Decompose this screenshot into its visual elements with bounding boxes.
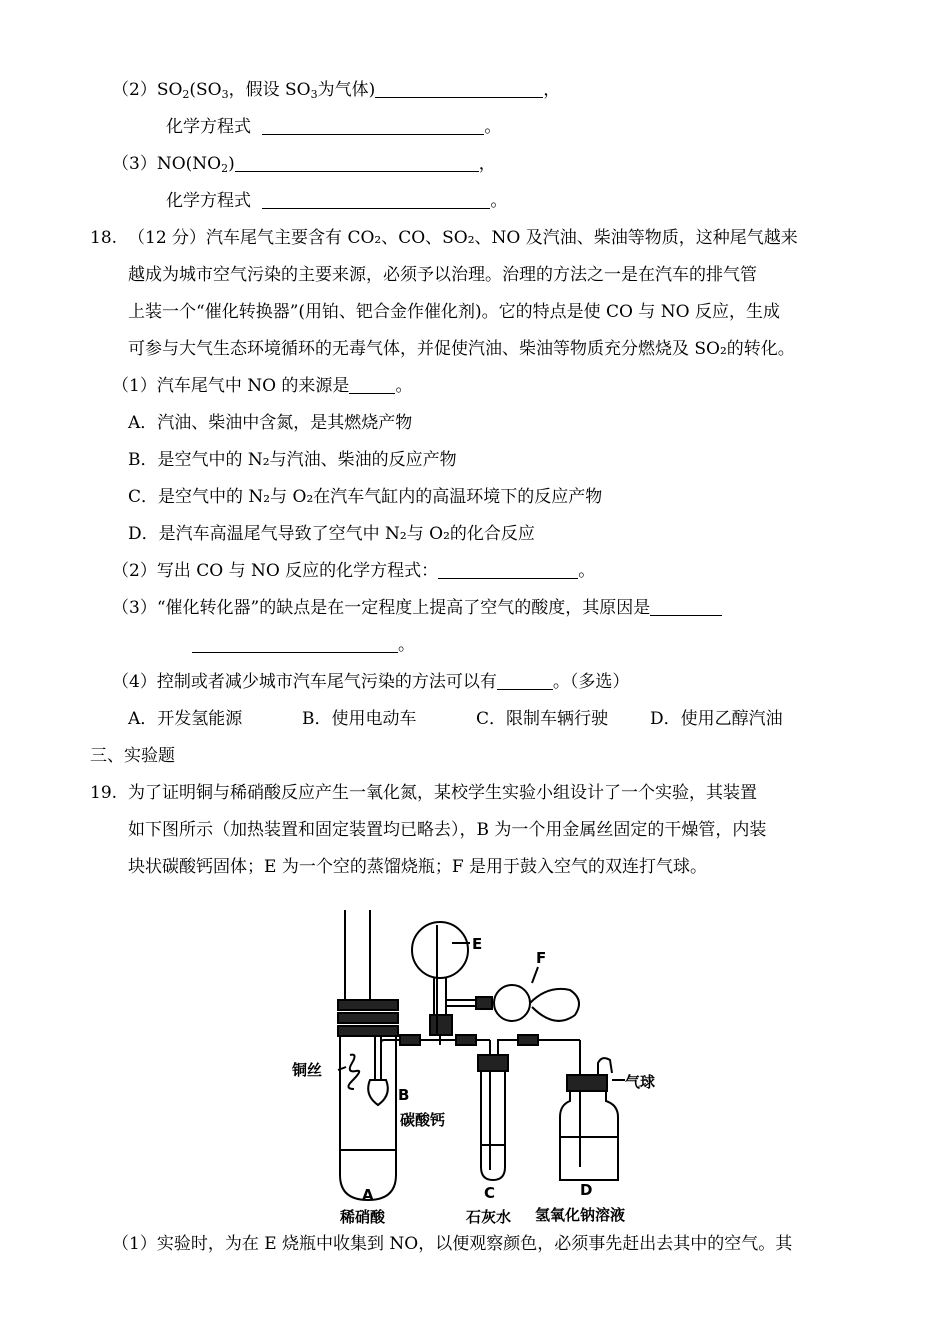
f-joint — [476, 997, 492, 1009]
label-b: B — [398, 1086, 410, 1104]
label-a-name: 稀硝酸 — [340, 1208, 386, 1226]
section-heading: 三、实验题 — [90, 746, 175, 766]
q18-q4-option-b[interactable]: B．使用电动车 — [302, 709, 417, 729]
text: 为气体) — [317, 80, 376, 100]
label-a: A — [362, 1186, 374, 1204]
text: （2）写出 CO 与 NO 反应的化学方程式： — [112, 561, 439, 581]
q17-part2-equation — [166, 115, 501, 139]
q18-line3: 上装一个“催化转换器”(用铂、钯合金作催化剂)。它的特点是使 CO 与 NO 反应，生成 — [128, 302, 781, 322]
stopper-a-bottom — [338, 1026, 398, 1036]
text: （2）SO — [112, 80, 183, 100]
q18-option-b[interactable]: B．是空气中的 N₂与汽油、柴油的反应产物 — [128, 450, 457, 470]
label-d: D — [580, 1181, 593, 1199]
q19-line3: 块状碳酸钙固体；E 为一个空的蒸馏烧瓶；F 是用于鼓入空气的双连打气球。 — [128, 857, 708, 877]
answer-blank[interactable] — [192, 634, 398, 653]
text: ，假设 SO — [228, 80, 311, 100]
q18-q4-option-d[interactable]: D．使用乙醇汽油 — [650, 709, 783, 729]
text: （1）汽车尾气中 NO 的来源是 — [112, 376, 350, 396]
text: 。 — [395, 376, 413, 396]
text: （3）“催化转化器”的缺点是在一定程度上提高了空气的酸度，其原因是 — [112, 598, 651, 618]
text: 。 — [578, 561, 596, 581]
q19-line2: 如下图所示（加热装置和固定装置均已略去），B 为一个用金属丝固定的干燥管，内装 — [128, 820, 767, 840]
label-e: E — [472, 935, 483, 953]
text: 。 — [398, 635, 415, 655]
label-balloon: 气球 — [625, 1073, 656, 1091]
text: 化学方程式 — [166, 191, 251, 211]
answer-blank[interactable] — [438, 560, 578, 579]
bottle-d — [560, 1091, 618, 1180]
apparatus-diagram — [280, 905, 680, 1230]
text: 。 — [490, 191, 508, 211]
bulb-f — [494, 985, 530, 1021]
q18-option-a[interactable]: A．汽油、柴油中含氮，是其燃烧产物 — [128, 413, 413, 433]
subscript: 2 — [221, 162, 229, 175]
tube-joint-3 — [518, 1035, 538, 1045]
test-tube-a — [340, 1036, 396, 1200]
text: 化学方程式 — [166, 117, 251, 137]
tube-joint-1 — [400, 1035, 420, 1045]
subscript: 3 — [310, 88, 318, 101]
q18-option-d[interactable]: D．是汽车高温尾气导致了空气中 N₂与 O₂的化合反应 — [128, 524, 535, 544]
q18-question3 — [112, 596, 722, 620]
text: ， — [543, 80, 561, 100]
answer-blank[interactable] — [349, 375, 395, 394]
q17-part3 — [112, 152, 496, 176]
label-d-name: 氢氧化钠溶液 — [535, 1206, 626, 1224]
balloon-d — [598, 1058, 612, 1075]
answer-blank[interactable] — [235, 153, 479, 172]
q17-part3-equation — [166, 189, 507, 213]
subscript: 3 — [221, 88, 229, 101]
label-c: C — [484, 1184, 496, 1202]
q18-question1 — [112, 374, 412, 398]
answer-blank[interactable] — [262, 116, 484, 135]
q18-line2: 越成为城市空气污染的主要来源，必须予以治理。治理的方法之一是在汽车的排气管 — [128, 265, 757, 285]
q18-question3-cont — [192, 633, 415, 657]
q18-line4: 可参与大气生态环境循环的无毒气体，并促使汽油、柴油等物质充分燃烧及 SO₂的转化。 — [128, 339, 795, 359]
q17-part2 — [112, 78, 560, 102]
answer-blank[interactable] — [650, 597, 722, 616]
stopper-a-mid — [338, 1013, 398, 1023]
q19-line1: 为了证明铜与稀硝酸反应产生一氧化氮，某校学生实验小组设计了一个实验，其装置 — [128, 783, 757, 803]
stopper-a-top — [338, 1000, 398, 1010]
tube-joint-2 — [456, 1035, 476, 1045]
q18-q4-option-a[interactable]: A．开发氢能源 — [128, 709, 243, 729]
q18-q4-option-c[interactable]: C．限制车辆行驶 — [476, 709, 609, 729]
test-tube-c — [481, 1071, 505, 1180]
stopper-d — [567, 1075, 607, 1091]
answer-blank[interactable] — [375, 79, 543, 98]
leader-f — [532, 967, 538, 983]
q18-question4 — [112, 670, 629, 694]
subscript: 2 — [182, 88, 190, 101]
label-f: F — [536, 949, 547, 967]
drying-tube-b-bulb — [368, 1080, 388, 1105]
label-c-name: 石灰水 — [466, 1208, 512, 1226]
q19-question1: （1）实验时，为在 E 烧瓶中收集到 NO，以便观察颜色，必须事先赶出去其中的空气。其 — [112, 1234, 793, 1254]
text: （4）控制或者减少城市汽车尾气污染的方法可以有 — [112, 672, 497, 692]
text: ) — [228, 154, 235, 174]
label-caco3: 碳酸钙 — [400, 1111, 446, 1129]
text: 。 — [484, 117, 502, 137]
label-copper-wire: 铜丝 — [292, 1061, 323, 1079]
stopper-c — [478, 1055, 508, 1071]
flask-e — [412, 922, 468, 978]
answer-blank[interactable] — [262, 190, 490, 209]
q18-number: 18. — [90, 228, 118, 248]
pump-bulb-f — [530, 989, 579, 1021]
q18-question2 — [112, 559, 595, 583]
text: （3）NO(NO — [112, 154, 222, 174]
copper-wire — [348, 1055, 359, 1089]
text: (SO — [189, 80, 222, 100]
stopper-e — [430, 1015, 452, 1035]
text: 。（多选） — [552, 672, 630, 692]
q18-line1: （12 分）汽车尾气主要含有 CO₂、CO、SO₂、NO 及汽油、柴油等物质，这种尾气越来 — [128, 228, 798, 248]
answer-blank[interactable] — [497, 671, 553, 690]
q19-number: 19. — [90, 783, 118, 803]
text: ， — [478, 154, 496, 174]
q18-option-c[interactable]: C．是空气中的 N₂与 O₂在汽车气缸内的高温环境下的反应产物 — [128, 487, 603, 507]
